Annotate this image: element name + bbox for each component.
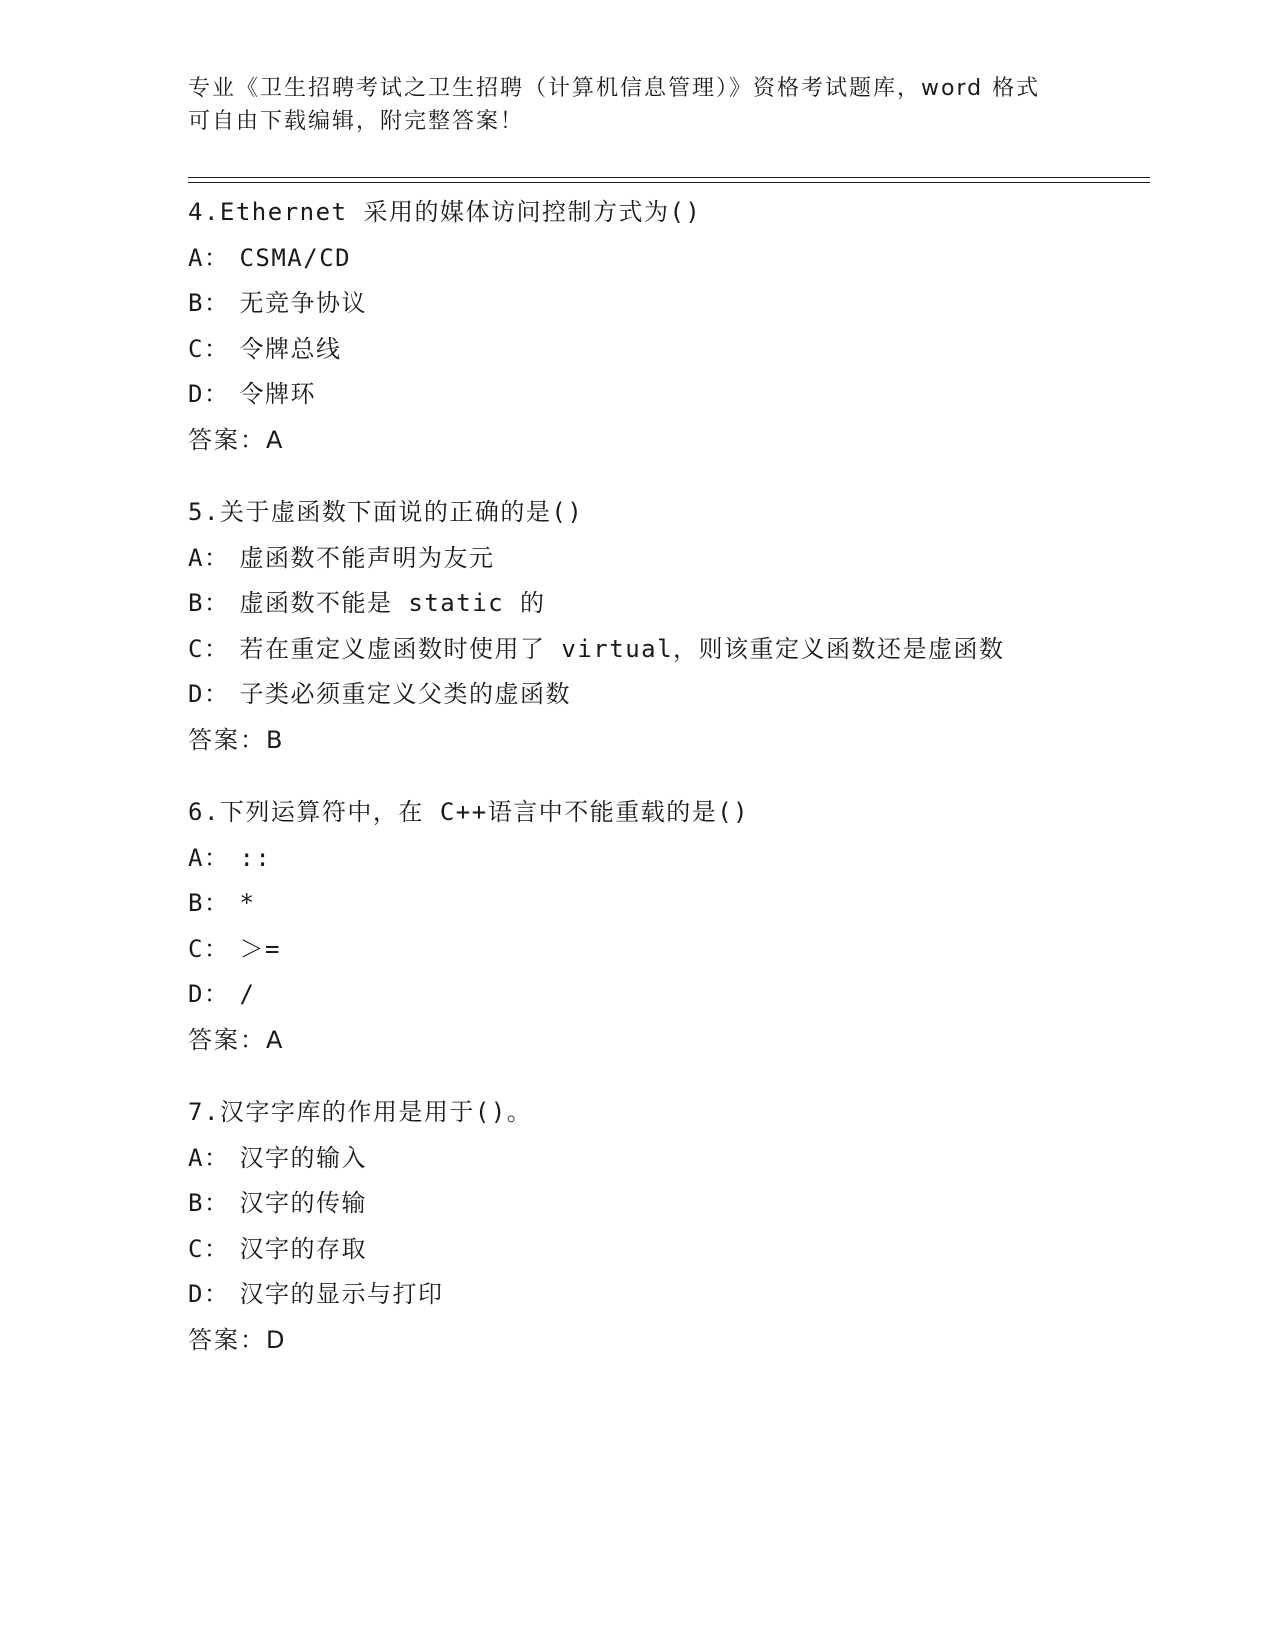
option-key: D： (188, 980, 230, 1008)
option-key: B： (188, 889, 230, 917)
option-c (188, 627, 1148, 673)
option-a (188, 536, 1148, 582)
option-key: C： (188, 334, 230, 363)
header-line-1: 专业《卫生招聘考试之卫生招聘（计算机信息管理）》资格考试题库，word 格式 (188, 76, 1041, 101)
option-key: C： (188, 1234, 230, 1263)
option-a (188, 836, 1148, 882)
header-divider-top (188, 177, 1150, 178)
option-key: D： (188, 1280, 230, 1308)
option-c (188, 1227, 1148, 1273)
option-text: / (239, 980, 256, 1008)
option-key: A： (188, 543, 230, 572)
option-key: B： (188, 1189, 230, 1217)
option-text: 子类必须重定义父类的虚函数 (239, 680, 571, 708)
option-key: D： (188, 380, 230, 408)
option-text: :: (239, 843, 272, 872)
header-divider-bottom (188, 182, 1150, 183)
option-text: 无竞争协议 (239, 289, 367, 317)
option-text: 汉字的输入 (239, 1143, 367, 1172)
option-text: 令牌总线 (239, 334, 342, 363)
option-key: A： (188, 243, 230, 272)
question-stem: 4.Ethernet 采用的媒体访问控制方式为() (188, 198, 702, 226)
option-c (188, 927, 1148, 973)
option-key: B： (188, 589, 230, 617)
option-key: C： (188, 634, 230, 663)
question-stem: 5.关于虚函数下面说的正确的是() (188, 498, 584, 526)
option-text: * (239, 889, 256, 917)
option-b (188, 281, 1148, 327)
option-key: C： (188, 934, 230, 963)
option-text: 虚函数不能声明为友元 (239, 543, 495, 572)
option-text: ＞= (239, 934, 281, 963)
option-d (188, 372, 1148, 418)
option-a (188, 236, 1148, 282)
header-line-2: 可自由下载编辑，附完整答案！ (188, 109, 525, 134)
option-b (188, 881, 1148, 927)
option-text: 汉字的传输 (239, 1189, 367, 1217)
option-text: 虚函数不能是 static 的 (239, 589, 546, 617)
option-b (188, 581, 1148, 627)
question-list (188, 190, 1148, 1390)
option-text: CSMA/CD (239, 243, 352, 272)
answer-line: 答案：A (188, 1025, 285, 1054)
option-b (188, 1181, 1148, 1227)
option-d (188, 972, 1148, 1018)
question-5 (188, 490, 1148, 763)
option-text: 汉字的存取 (239, 1234, 367, 1263)
option-c (188, 327, 1148, 373)
option-key: B： (188, 289, 230, 317)
answer-line: 答案：B (188, 725, 285, 754)
question-7 (188, 1090, 1148, 1363)
question-4 (188, 190, 1148, 463)
option-d (188, 672, 1148, 718)
option-key: A： (188, 843, 230, 872)
question-stem: 7.汉字字库的作用是用于()。 (188, 1098, 533, 1126)
option-text: 汉字的显示与打印 (239, 1280, 444, 1308)
question-6 (188, 790, 1148, 1063)
option-key: A： (188, 1143, 230, 1172)
option-a (188, 1136, 1148, 1182)
answer-line: 答案：D (188, 1325, 287, 1354)
document-header (188, 72, 1088, 138)
option-text: 令牌环 (239, 380, 316, 408)
answer-line: 答案：A (188, 425, 285, 454)
option-d (188, 1272, 1148, 1318)
option-key: D： (188, 680, 230, 708)
question-stem: 6.下列运算符中，在 C++语言中不能重载的是() (188, 798, 750, 826)
option-text: 若在重定义虚函数时使用了 virtual，则该重定义函数还是虚函数 (239, 634, 1005, 663)
